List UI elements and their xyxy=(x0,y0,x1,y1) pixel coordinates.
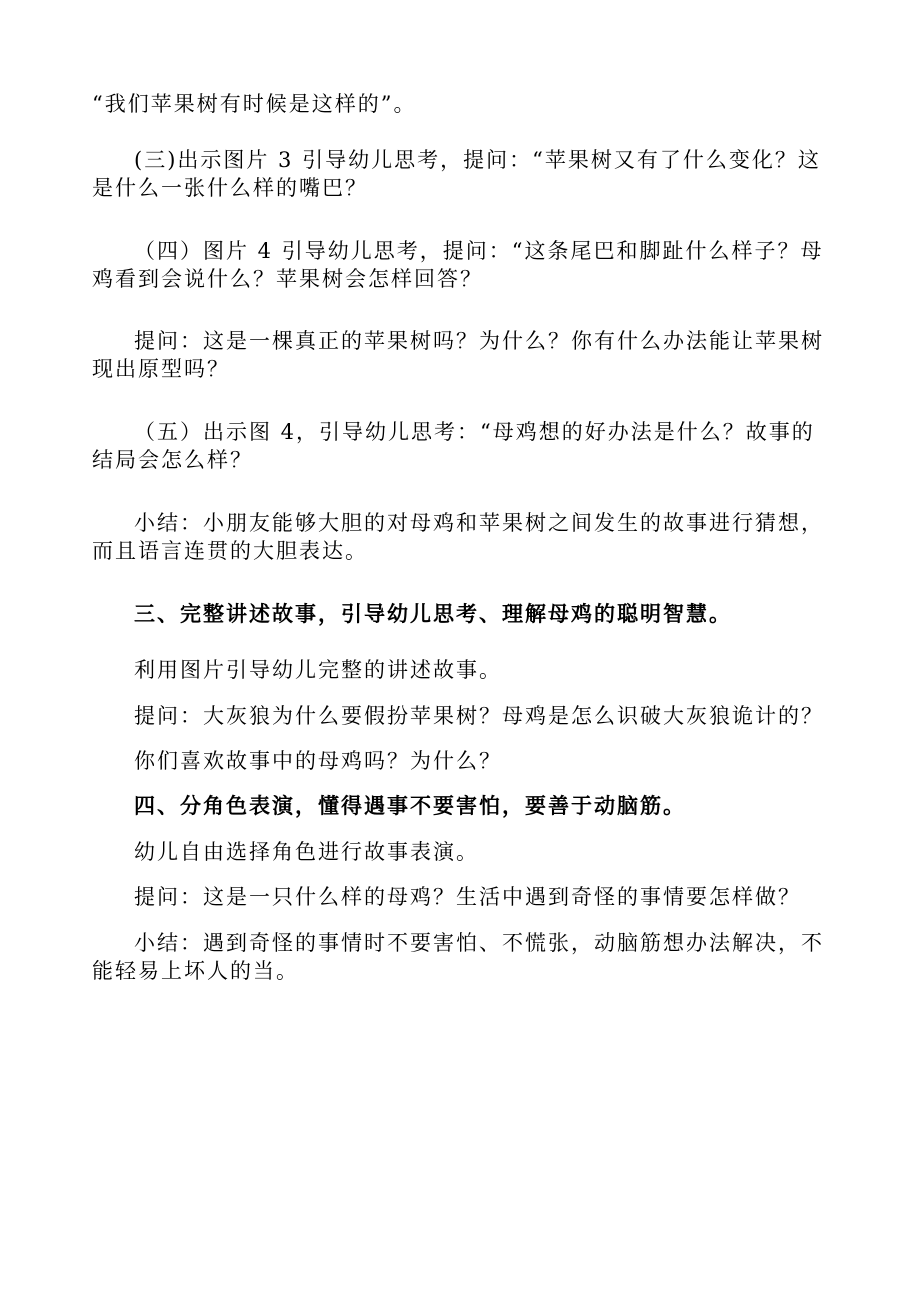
paragraph-question-wolf: 提问：大灰狼为什么要假扮苹果树？母鸡是怎么识破大灰狼诡计的？ xyxy=(134,704,824,728)
paragraph-quote: “我们苹果树有时候是这样的”。 xyxy=(92,92,417,116)
paragraph-question-like: 你们喜欢故事中的母鸡吗？为什么？ xyxy=(134,749,502,773)
paragraph-step-5: （五）出示图 4，引导幼儿思考：“母鸡想的好办法是什么？故事的结局会怎么样？ xyxy=(92,420,815,473)
paragraph-step-4: （四）图片 4 引导幼儿思考，提问：“这条尾巴和脚趾什么样子？母鸡看到会说什么？苹果树会怎样回答？ xyxy=(92,239,824,292)
paragraph-role-play: 幼儿自由选择角色进行故事表演。 xyxy=(134,840,479,864)
paragraph-step-3: (三)出示图片 3 引导幼儿思考，提问：“苹果树又有了什么变化？这是什么一张什么样的嘴巴？ xyxy=(92,148,821,201)
paragraph-question-real-tree: 提问：这是一棵真正的苹果树吗？为什么？你有什么办法能让苹果树现出原型吗？ xyxy=(92,329,824,382)
section-heading-4: 四、分角色表演，懂得遇事不要害怕，要善于动脑筋。 xyxy=(134,793,686,818)
paragraph-summary-1: 小结：小朋友能够大胆的对母鸡和苹果树之间发生的故事进行猜想，而且语言连贯的大胆表达。 xyxy=(92,511,824,564)
section-heading-3: 三、完整讲述故事，引导幼儿思考、理解母鸡的聪明智慧。 xyxy=(134,601,732,626)
paragraph-summary-2: 小结：遇到奇怪的事情时不要害怕、不慌张，动脑筋想办法解决，不能轻易上坏人的当。 xyxy=(92,931,824,984)
paragraph-retell: 利用图片引导幼儿完整的讲述故事。 xyxy=(134,658,502,682)
paragraph-question-hen: 提问：这是一只什么样的母鸡？生活中遇到奇怪的事情要怎样做？ xyxy=(134,885,801,909)
